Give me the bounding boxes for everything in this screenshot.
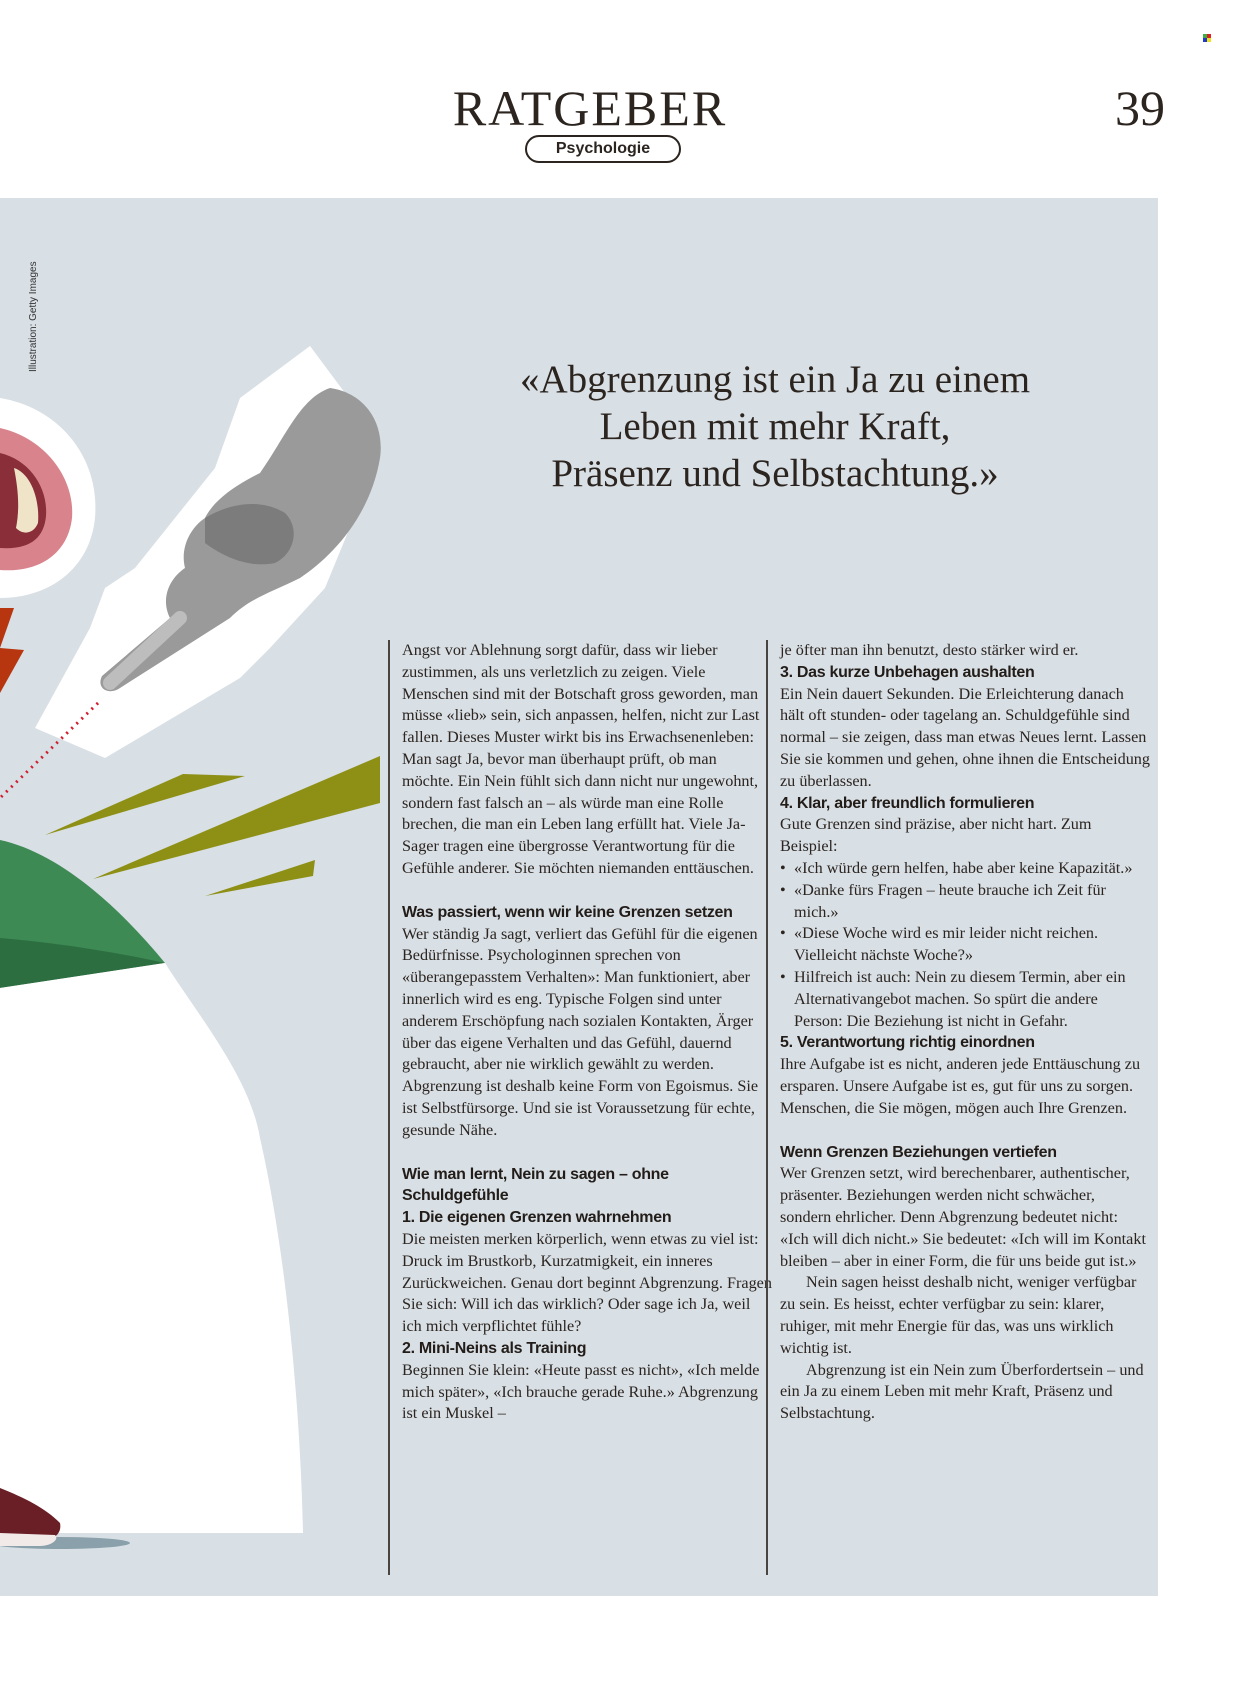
- body-paragraph: Nein sagen heisst deshalb nicht, weniger verfügbar zu sein. Es heisst, echter verfügbar zu sein: klarer, ruhiger, mit mehr Energie für das, was uns wirklich wichtig ist.: [780, 1273, 1137, 1357]
- collage-illustration: [0, 198, 400, 1596]
- category-pill: Psychologie: [525, 135, 681, 163]
- speed-streaks-icon: [45, 756, 380, 896]
- article-column-2: [766, 640, 1150, 1575]
- lightning-icon: [0, 608, 24, 693]
- body-paragraph: Wer Grenzen setzt, wird berechenbarer, authentischer, präsenter. Beziehungen werden nicht schwächer, sondern ehrlicher. Denn Abgrenzung bedeutet nicht: «Ich will dich nicht.» Sie bedeutet: «Ich will im Kontakt bleiben – aber in einer Form, die für uns beide gut ist.»: [780, 1164, 1146, 1270]
- page-number: 39: [1115, 80, 1165, 136]
- step-heading: 1. Die eigenen Grenzen wahrnehmen: [402, 1209, 672, 1227]
- subheading: Wie man lernt, Nein zu sagen – ohne Schuldgefühle: [402, 1165, 669, 1205]
- subheading: Wenn Grenzen Beziehungen vertiefen: [780, 1143, 1057, 1161]
- body-paragraph: je öfter man ihn benutzt, desto stärker wird er.: [780, 641, 1079, 659]
- body-paragraph: Ein Nein dauert Sekunden. Die Erleichterung danach hält oft stunden- oder tagelang an. Schuldgefühle sind normal – sie zeigen, dass man etwas Neues lernt. Lassen Sie sie kommen und gehen, ohne ihnen die Entscheidung zu überlassen.: [780, 684, 1150, 790]
- step-heading: 2. Mini-Neins als Training: [402, 1339, 587, 1357]
- list-item: • Hilfreich ist auch: Nein zu diesem Termin, aber ein Alternativangebot machen. So spürt die andere Person: Die Beziehung ist nicht in Gefahr.: [780, 967, 1150, 1032]
- step-heading: 5. Verantwortung richtig einordnen: [780, 1034, 1035, 1052]
- article-column-1: [388, 640, 772, 1575]
- open-mouth-icon: [0, 398, 95, 598]
- example-list: [780, 858, 1150, 1032]
- body-paragraph: Wer ständig Ja sagt, verliert das Gefühl für die eigenen Bedürfnisse. Psychologinnen sprechen von «überangepasstem Verhalten»: Man funktioniert, aber innerlich wird es eng. Typische Folgen sind unter anderem Erschöpfung nach sozialen Kontakten, Ärger über das eigene Verhalten und das Gefühl, dauernd gebraucht, aber nie wirklich gewählt zu werden. Abgrenzung ist deshalb keine Form von Egoismus. Sie ist Selbstfürsorge. Und sie ist Voraussetzung für echte, gesunde Nähe.: [402, 924, 759, 1139]
- list-item: • «Diese Woche wird es mir leider nicht reichen. Vielleicht nächste Woche?»: [780, 923, 1150, 967]
- pointing-hand-icon: [35, 346, 381, 758]
- list-item: • «Danke fürs Fragen – heute brauche ich Zeit für mich.»: [780, 880, 1150, 924]
- pull-quote-line: Präsenz und Selbstachtung.»: [551, 452, 999, 495]
- body-paragraph: Die meisten merken körperlich, wenn etwas zu viel ist: Druck im Brustkorb, Kurzatmigkeit, ein inneres Zurückweichen. Genau dort beginnt Abgrenzung. Fragen Sie sich: Will ich das wirklich? Oder sage ich Ja, weil ich mich verpflichtet fühle?: [402, 1229, 772, 1336]
- body-paragraph: Gute Grenzen sind präzise, aber nicht hart. Zum Beispiel:: [780, 815, 1092, 856]
- step-heading: 3. Das kurze Unbehagen aushalten: [780, 663, 1035, 681]
- body-paragraph: Ihre Aufgabe ist es nicht, anderen jede Enttäuschung zu ersparen. Unsere Aufgabe ist es, gut für uns zu sorgen. Menschen, die Sie mögen, mögen auch Ihre Grenzen.: [780, 1055, 1141, 1117]
- section-title: RATGEBER: [452, 80, 728, 136]
- list-item: • «Ich würde gern helfen, habe aber keine Kapazität.»: [780, 858, 1150, 880]
- illustration-credit: Illustration: Getty Images: [28, 261, 39, 372]
- pull-quote-line: Leben mit mehr Kraft,: [599, 405, 951, 448]
- subheading: Was passiert, wenn wir keine Grenzen setzen: [402, 903, 733, 921]
- color-registration-mark: [1203, 34, 1211, 42]
- step-heading: 4. Klar, aber freundlich formulieren: [780, 794, 1035, 812]
- pull-quote: [460, 356, 1090, 497]
- pull-quote-line: «Abgrenzung ist ein Ja zu einem: [519, 358, 1031, 401]
- body-paragraph: Beginnen Sie klein: «Heute passt es nicht», «Ich melde mich später», «Ich brauche gerade Ruhe.» Abgrenzung ist ein Muskel –: [402, 1360, 760, 1423]
- intro-paragraph: Angst vor Ablehnung sorgt dafür, dass wir lieber zustimmen, als uns verletzlich zu zeigen. Viele Menschen sind mit der Botschaft gross geworden, man müsse «lieb» sein, sich anpassen, helfen, nicht zur Last fallen. Dieses Muster wirkt bis ins Erwachsenenleben: Man sagt Ja, bevor man überhaupt prüft, ob man möchte. Ein Nein fühlt sich dann nicht nur ungewohnt, sondern fast falsch an – als würde man eine Rolle brechen, die man ein Leben lang erfüllt hat. Viele Ja-Sager tragen eine übergrosse Verantwortung für die Gefühle anderer. Sie möchten niemanden enttäuschen.: [402, 641, 760, 877]
- closing-paragraph: Abgrenzung ist ein Nein zum Überfordertsein – und ein Ja zu einem Leben mit mehr Kraft, Präsenz und Selbstachtung.: [780, 1360, 1144, 1423]
- figure-silhouette-icon: [0, 963, 303, 1533]
